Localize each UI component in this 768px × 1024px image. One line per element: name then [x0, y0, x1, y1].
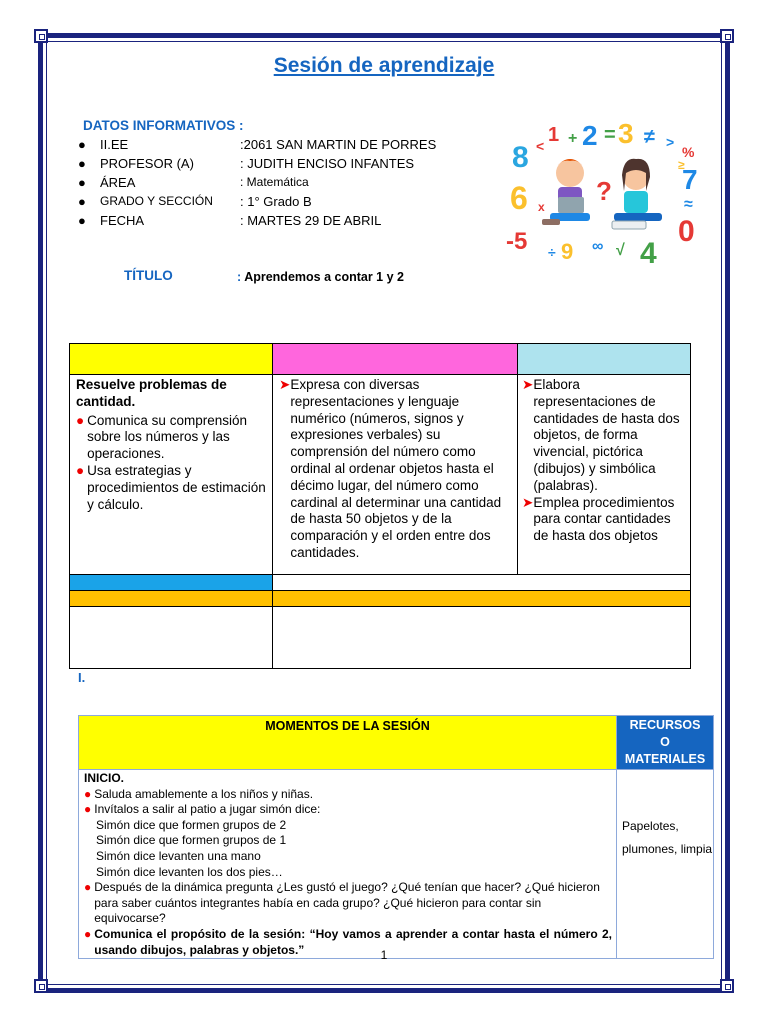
info-value: : JUDITH ENCISO INFANTES [240, 156, 415, 171]
list-item-text: Emplea procedimientos para contar cantidades de hasta dos objetos [533, 494, 675, 544]
arrow-bullet-icon: ➤ [522, 377, 534, 392]
list-item [522, 377, 684, 495]
page-number: 1 [380, 948, 388, 962]
border-corner [34, 979, 48, 993]
info-label: PROFESOR (A) [100, 156, 194, 171]
list-item [84, 787, 612, 803]
math-kids-illustration [496, 115, 706, 267]
list-item-text: Comunica su comprensión sobre los números y las operaciones. [87, 412, 247, 462]
list-item-text: Elabora representaciones de cantidades de hasta dos objetos, de forma vivencial, pictórica (dibujos) y simbólica (palabras). [533, 377, 680, 493]
info-label: II.EE [100, 137, 129, 152]
list-item [84, 880, 612, 927]
illustration-number: 9 [561, 239, 574, 264]
bullet-icon: ● [78, 175, 86, 190]
info-value: : 1° Grado B [240, 194, 312, 209]
illustration-symbol: > [666, 134, 675, 150]
header-cell-competencia [70, 344, 273, 375]
bullet-icon: ● [78, 194, 86, 209]
illustration-number: 2 [582, 120, 598, 151]
illustration-symbol: ≈ [684, 196, 693, 213]
orange-header-cell [70, 591, 273, 607]
bullet-icon: ● [76, 412, 85, 428]
recursos-header [617, 716, 714, 770]
list-item-text: Invítalos a salir al patio a jugar simón dice: [94, 802, 321, 817]
momentos-header: MOMENTOS DE LA SESIÓN [79, 716, 617, 770]
girl-figure [612, 159, 662, 229]
enfoque-header-cell [70, 575, 273, 591]
info-row-iiee [78, 137, 436, 155]
info-row-profesor [78, 156, 414, 174]
illustration-symbol: ≠ [644, 126, 655, 148]
info-row-grado [78, 194, 312, 212]
list-item [76, 413, 268, 463]
info-label: GRADO Y SECCIÓN [100, 194, 213, 208]
illustration-number: 7 [682, 164, 698, 195]
illustration-symbol: < [536, 138, 545, 154]
titulo-colon: : [237, 270, 242, 284]
list-item [84, 802, 612, 818]
border-corner [720, 29, 734, 43]
list-item-text: Usa estrategias y procedimientos de estimación y cálculo. [87, 462, 266, 512]
sesion-table [78, 715, 714, 959]
border-corner [720, 979, 734, 993]
competencias-table [69, 343, 691, 669]
illustration-symbol: + [568, 130, 578, 147]
recursos-header-line: O [660, 735, 670, 749]
sub-item: Simón dice levanten una mano [96, 848, 261, 863]
bullet-icon: ● [78, 137, 86, 152]
info-row-fecha [78, 213, 381, 231]
illustration-symbol: % [682, 144, 695, 160]
bullet-icon: ● [84, 786, 92, 801]
bullet-icon: ● [84, 926, 92, 941]
section-marker: I. [78, 670, 86, 685]
sub-item: Simón dice que formen grupos de 2 [96, 817, 287, 832]
empty-cell [70, 607, 273, 669]
enfoque-value-cell [273, 575, 691, 591]
illustration-number: -5 [506, 228, 528, 255]
bullet-icon: ● [76, 462, 85, 478]
info-value: :2061 SAN MARTIN DE PORRES [240, 137, 437, 152]
list-item [279, 377, 509, 562]
titulo-value: Aprendemos a contar 1 y 2 [244, 270, 404, 284]
list-item-text: Expresa con diversas representaciones y lenguaje numérico (números, signos y expresiones verbales) su comprensión del número como ordinal al ordenar objetos hasta el décimo lugar, del número como cardinal al determinar una cantidad de hasta 50 objetos y de la comparación y el orden entre dos cantidades. [290, 377, 502, 560]
list-item-text: Después de la dinámica pregunta ¿Les gustó el juego? ¿Qué tenían que hacer? ¿Qué hicieron para saber cuántos integrantes había en cada grupo? ¿Qué hicieron para contar sin equivocarse? [94, 880, 600, 926]
sub-item: Simón dice levanten los dos pies… [96, 864, 283, 879]
info-label: ÁREA [100, 175, 136, 190]
illustration-symbol: x [538, 200, 545, 214]
inicio-cell [79, 770, 617, 959]
recurso-item: plumones, limpia [622, 842, 713, 856]
header-cell-desempeno [518, 344, 691, 375]
illustration-number: ? [596, 176, 612, 206]
bullet-icon: ● [84, 880, 92, 895]
list-item [522, 495, 684, 545]
illustration-symbol: = [604, 124, 616, 146]
competencia-title: Resuelve problemas de cantidad. [76, 377, 227, 409]
orange-header-cell [273, 591, 691, 607]
competencia-cell [70, 375, 273, 575]
recurso-item: Papelotes, [622, 819, 679, 833]
sub-item: Simón dice que formen grupos de 1 [96, 833, 287, 848]
recursos-header-line: RECURSOS [629, 718, 701, 732]
illustration-symbol: ÷ [548, 244, 556, 260]
document-title: Sesión de aprendizaje [273, 54, 495, 77]
illustration-number: 1 [548, 124, 560, 146]
bullet-icon: ● [78, 156, 86, 171]
recursos-header-line: MATERIALES [624, 752, 706, 766]
illustration-number: 4 [640, 237, 657, 267]
capacidad-cell [273, 375, 518, 575]
desempeno-cell [518, 375, 691, 575]
datos-heading: DATOS INFORMATIVOS : [83, 118, 244, 133]
info-row-area [78, 175, 309, 193]
arrow-bullet-icon: ➤ [522, 494, 534, 510]
info-value: : MARTES 29 DE ABRIL [240, 213, 382, 228]
border-corner [34, 29, 48, 43]
proposito-text: Comunica el propósito de la sesión: “Hoy vamos a aprender a contar hasta el número 2, usando dibujos, palabras y objetos.” [94, 926, 612, 957]
illustration-number: 8 [512, 141, 529, 174]
titulo-value-wrap [237, 270, 404, 284]
recursos-cell [617, 770, 714, 959]
list-item [76, 463, 268, 513]
header-cell-capacidad [273, 344, 518, 375]
illustration-number: 0 [678, 215, 695, 248]
illustration-symbol: √ [616, 242, 625, 259]
illustration-symbol: ∞ [592, 238, 604, 255]
bullet-icon: ● [78, 213, 86, 228]
illustration-symbol: ≥ [678, 158, 685, 172]
arrow-bullet-icon: ➤ [279, 377, 291, 392]
info-label: FECHA [100, 213, 145, 228]
illustration-number: 6 [510, 180, 528, 216]
list-item-text: Saluda amablemente a los niños y niñas. [94, 786, 314, 801]
info-value: : Matemática [240, 175, 309, 189]
illustration-number: 3 [618, 118, 634, 149]
inicio-label: INICIO. [84, 771, 125, 785]
boy-figure [542, 159, 590, 225]
titulo-label: TÍTULO [124, 268, 173, 283]
bullet-icon: ● [84, 802, 92, 817]
empty-cell [273, 607, 691, 669]
